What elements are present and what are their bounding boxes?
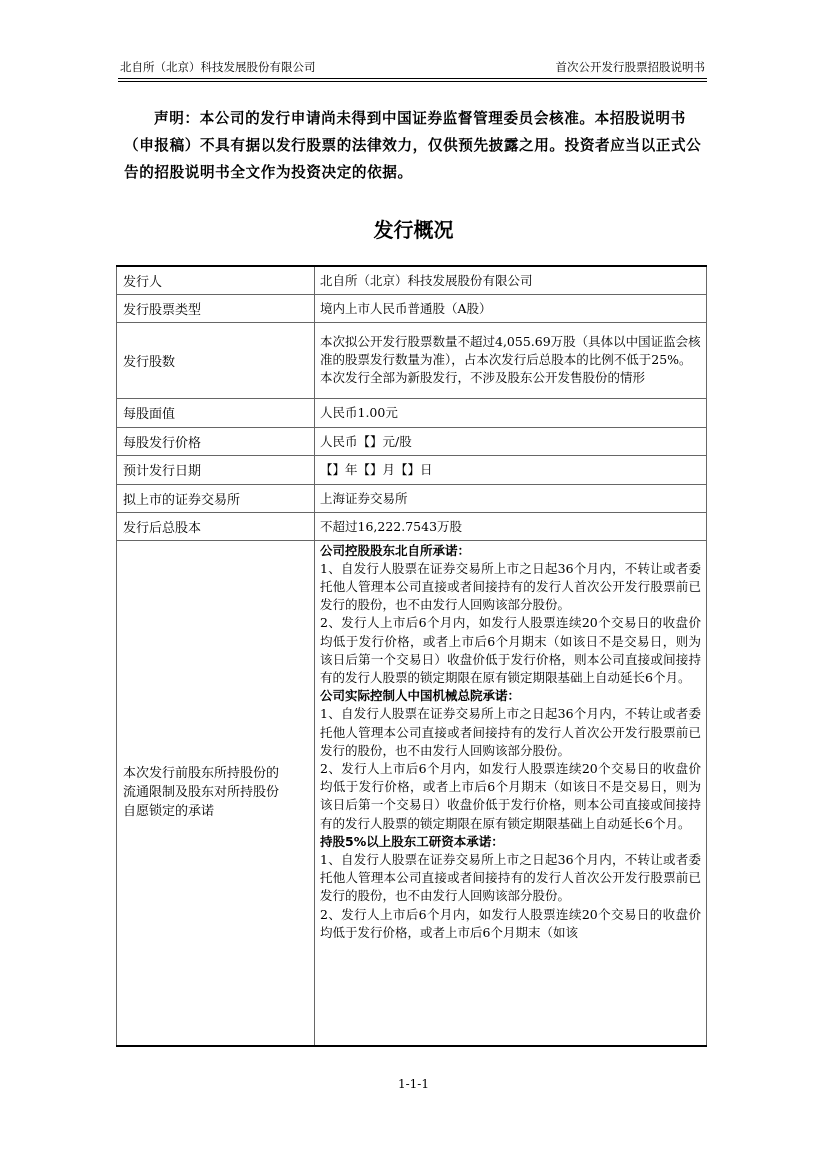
- row-key: 拟上市的证券交易所: [117, 484, 315, 512]
- page-title: 发行概况: [373, 218, 454, 242]
- table-row: [117, 455, 707, 484]
- commitment-item: 1、自发行人股票在证券交易所上市之日起36个月内，不转让或者委托他人管理本公司直接或者间接持有的发行人首次公开发行股票前已发行的股份，也不由发行人回购该部分股份。: [320, 706, 701, 758]
- row-key: 发行股数: [117, 322, 315, 398]
- declaration: 声明：本公司的发行申请尚未得到中国证券监督管理委员会核准。本招股说明书（申报稿）不具有据以发行股票的法律效力，仅供预先披露之用。投资者应当以正式公告的招股说明书全文作为投资决定的依据。: [124, 110, 702, 181]
- row-key: 预计发行日期: [117, 455, 315, 484]
- commitment-heading: 持股5%以上股东工研资本承诺：: [320, 833, 504, 849]
- header-rule-thick: [118, 78, 707, 79]
- lockup-key-line: 本次发行前股东所持股份的: [123, 766, 280, 782]
- row-value: 人民币【】元/股: [315, 427, 707, 455]
- table-row: [117, 322, 707, 398]
- commitment-heading: 公司控股股东北自所承诺：: [320, 542, 471, 558]
- commitment-item: 2、发行人上市后6个月内，如发行人股票连续20个交易日的收盘价均低于发行价格，或者上市后6个月期末（如该日不是交易日，则为该日后第一个交易日）收盘价低于发行价格，则本公司直接或间接持有的发行人股票的锁定期限在原有锁定期限基础上自动延长6个月。: [320, 615, 701, 685]
- lockup-commitments: [315, 540, 707, 1046]
- commitment-item: 1、自发行人股票在证券交易所上市之日起36个月内，不转让或者委托他人管理本公司直接或者间接持有的发行人首次公开发行股票前已发行的股份，也不由发行人回购该部分股份。: [320, 560, 701, 613]
- table-row-lockup: [117, 540, 707, 1046]
- row-value: 不超过16,222.7543万股: [315, 512, 707, 540]
- row-key: 发行股票类型: [117, 294, 315, 322]
- table-row: [117, 427, 707, 455]
- page-number: 1-1-1: [397, 1077, 429, 1091]
- row-key: 每股发行价格: [117, 427, 315, 455]
- table-row: [117, 294, 707, 322]
- row-value: 上海证券交易所: [315, 484, 707, 512]
- row-value: 人民币1.00元: [315, 398, 707, 427]
- commitment-item: 2、发行人上市后6个月内，如发行人股票连续20个交易日的收盘价均低于发行价格，或者上市后6个月期末（如该日不是交易日，则为该日后第一个交易日）收盘价低于发行价格，则本公司直接或间接持有的发行人股票的锁定期限在原有锁定期限基础上自动延长6个月。: [320, 760, 701, 831]
- lockup-key-line: 自愿锁定的承诺: [123, 804, 215, 820]
- table-row: [117, 484, 707, 512]
- commitment-heading: 公司实际控制人中国机械总院承诺：: [320, 688, 521, 704]
- row-key: 发行人: [117, 266, 315, 294]
- table-row: [117, 398, 707, 427]
- header-company: 北自所（北京）科技发展股份有限公司: [120, 60, 316, 74]
- commitment-item: 1、自发行人股票在证券交易所上市之日起36个月内，不转让或者委托他人管理本公司直接或者间接持有的发行人首次公开发行股票前已发行的股份，也不由发行人回购该部分股份。: [320, 851, 701, 904]
- header-doc-title: 首次公开发行股票招股说明书: [555, 60, 705, 74]
- row-key: 每股面值: [117, 398, 315, 427]
- lockup-key: [117, 540, 315, 1046]
- table-row: [117, 266, 707, 294]
- lockup-key-line: 流通限制及股东对所持股份: [123, 785, 280, 801]
- row-value: 本次拟公开发行股票数量不超过4,055.69万股（具体以中国证监会核准的股票发行数量为准），占本次发行后总股本的比例不低于25%。本次发行全部为新股发行，不涉及股东公开发售股份的情形: [315, 322, 707, 398]
- row-value: 北自所（北京）科技发展股份有限公司: [315, 266, 707, 294]
- commitment-item: 2、发行人上市后6个月内，如发行人股票连续20个交易日的收盘价均低于发行价格，或者上市后6个月期末（如该: [320, 906, 701, 940]
- row-value: 【】年【】月【】日: [315, 455, 707, 484]
- header-rule-thin: [118, 81, 707, 82]
- row-key: 发行后总股本: [117, 512, 315, 540]
- table-row: [117, 512, 707, 540]
- offering-overview-table: [116, 265, 707, 1047]
- row-value: 境内上市人民币普通股（A股）: [315, 294, 707, 322]
